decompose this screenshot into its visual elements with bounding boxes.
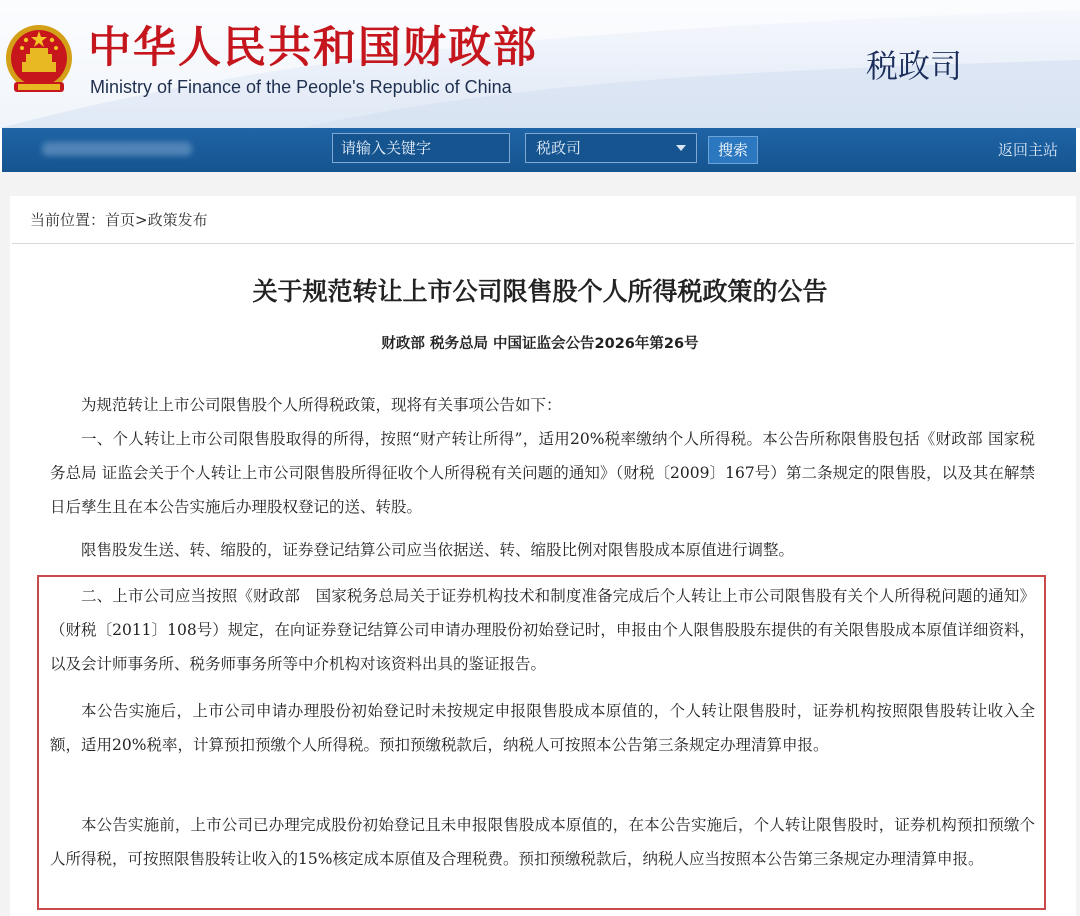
ministry-name-en: Ministry of Finance of the People's Republic of China: [90, 77, 512, 97]
blurred-nav-link[interactable]: [42, 142, 192, 156]
article-title: 关于规范转让上市公司限售股个人所得税政策的公告: [252, 277, 828, 306]
department-title: 税政司: [866, 47, 963, 85]
breadcrumb[interactable]: 当前位置：首页>政策发布: [30, 211, 208, 229]
home-link[interactable]: 返回主站: [998, 141, 1059, 159]
ministry-name-cn: 中华人民共和国财政部: [88, 23, 538, 73]
national-emblem-icon: [4, 22, 74, 98]
article-paragraph: 本公告实施后，上市公司申请办理股份初始登记时未按规定申报限售股成本原值的，个人转让限售股时，证券机构按照限售股转让收入全额，适用20%税率，计算预扣预缴个人所得税。预扣预缴税款后，纳税人可按照本公告第三条规定办理清算申报。: [50, 702, 1035, 754]
breadcrumb-divider: [12, 243, 1074, 244]
search-button[interactable]: 搜索: [708, 136, 758, 164]
article-paragraph: 限售股发生送、转、缩股的，证券登记结算公司应当依据送、转、缩股比例对限售股成本原值进行调整。: [81, 541, 795, 559]
article-paragraph: 二、上市公司应当按照《财政部 国家税务总局关于证券机构技术和制度准备完成后个人转让上市公司限售股有关个人所得税问题的通知》（财税〔2011〕108号）规定，在向证券登记结算公司申请办理股份初始登记时，申报由个人限售股股东提供的有关限售股成本原值详细资料，以及会计师事务所、税务师事务所等中介机构对该资料出具的鉴证报告。: [50, 587, 1035, 673]
search-scope-value: 税政司: [536, 139, 582, 157]
chevron-down-icon: [676, 145, 686, 151]
article-paragraph: 为规范转让上市公司限售股个人所得税政策，现将有关事项公告如下：: [81, 396, 562, 414]
site-header: [0, 0, 1080, 128]
search-input[interactable]: [332, 133, 510, 163]
article-paragraph: 一、个人转让上市公司限售股取得的所得，按照“财产转让所得”，适用20%税率缴纳个人所得税。本公告所称限售股包括《财政部 国家税务总局 证监会关于个人转让上市公司限售股所得征收个人所得税有关问题的通知》（财税〔2009〕167号）第二条规定的限售股，以及其在解禁日后孳生且在本公告实施后办理股权登记的送、转股。: [50, 430, 1035, 516]
nav-bar: [2, 128, 1076, 172]
article-paragraph: 本公告实施前，上市公司已办理完成股份初始登记且未申报限售股成本原值的，在本公告实施后，个人转让限售股时，证券机构预扣预缴个人所得税，可按照限售股转让收入的15%核定成本原值及合理税费。预扣预缴税款后，纳税人应当按照本公告第三条规定办理清算申报。: [50, 816, 1035, 868]
article-subtitle: 财政部 税务总局 中国证监会公告2026年第26号: [381, 336, 699, 352]
search-scope-select[interactable]: [525, 133, 697, 163]
